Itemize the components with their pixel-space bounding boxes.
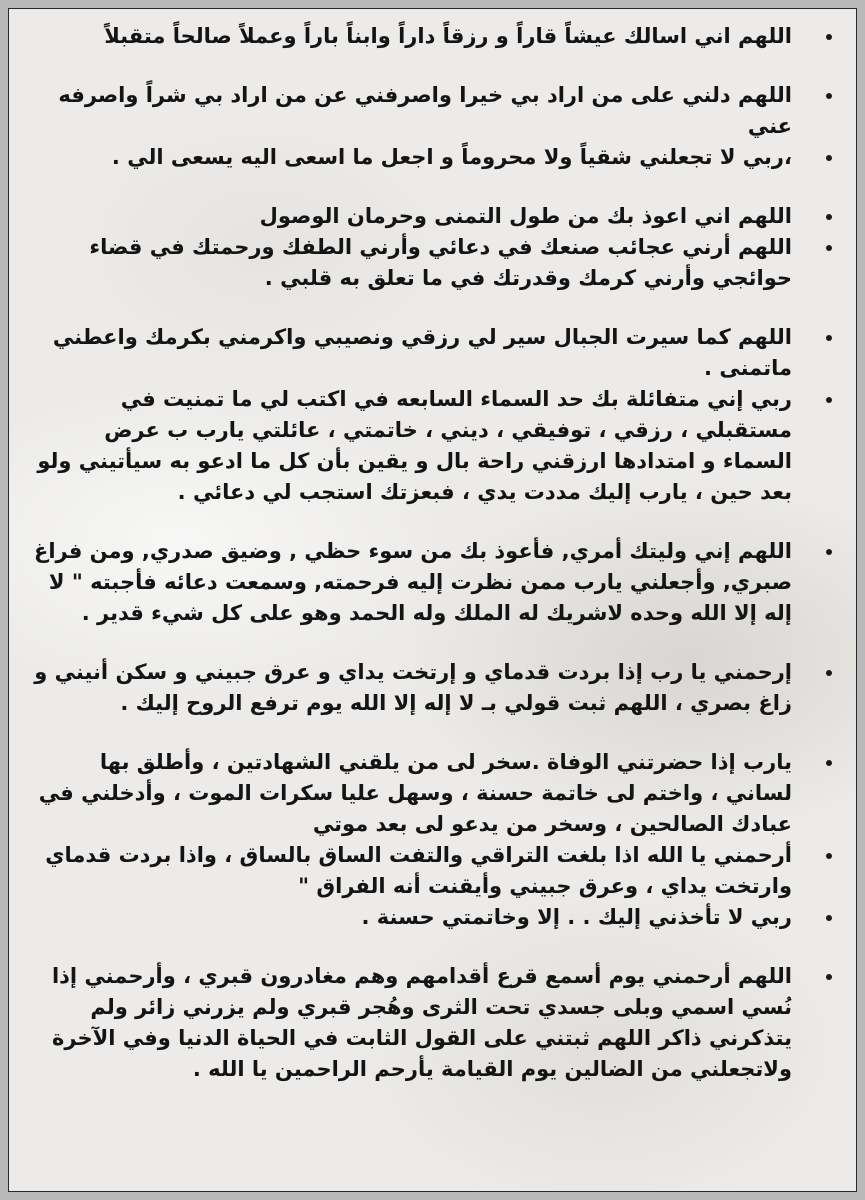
dua-list [9,9,856,1085]
list-item: ربي إني متفائلة بك حد السماء السابعه في اكتب لي ما تمنيت في مستقبلي ، رزقي ، توفيقي ، ديني ، خاتمتي ، عائلتي يارب ب عرض السماء و امتدادها ارزقني راحة بال و يقين بأن كل ما ادعو به سيأتيني ولو بعد حين ، يارب إليك مددت يدي ، فبعزتك استجب لي دعائي . [31,384,792,508]
list-item: اللهم كما سيرت الجبال سير لي رزقي ونصيبي واكرمني بكرمك واعطني ماتمنى . [31,322,792,384]
list-item: إرحمني يا رب إذا بردت قدماي و إرتخت يداي و عرق جبيني و سكن أنيني و زاغ بصري ، اللهم ثبت قولي بـ لا إله إلا الله يوم ترفع الروح إليك . [31,657,792,719]
list-item: اللهم اني اسالك عيشاً قاراً و رزقاً داراً وابناً باراً وعملاً صالحاً متقبلاً [31,21,792,52]
list-item: يارب إذا حضرتني الوفاة .سخر لى من يلقني الشهادتين ، وأطلق بها لساني ، واختم لى خاتمة حسنة ، وسهل عليا سكرات الموت ، وأدخلني في عبادك الصالحين ، وسخر من يدعو لى بعد موتي [31,747,792,840]
list-item: ربي لا تأخذني إليك . . إلا وخاتمتي حسنة . [31,902,792,933]
list-item: اللهم إني وليتك أمري, فأعوذ بك من سوء حظي , وضيق صدري, ومن فراغ صبري, وأجعلني يارب ممن نظرت إليه فرحمته, وسمعت دعائه فأجبته " لا إله إلا الله وحده لاشريك له الملك وله الحمد وهو على كل شيء قدير . [31,536,792,629]
document-page [8,8,857,1192]
list-item: اللهم دلني على من اراد بي خيرا واصرفني عن من اراد بي شراً واصرفه عني [31,80,792,142]
list-item: أرحمني يا الله اذا بلغت التراقي والتفت الساق بالساق ، واذا بردت قدماي وارتخت يداي ، وعرق جبيني وأيقنت أنه الفراق " [31,840,792,902]
list-item: اللهم أرني عجائب صنعك في دعائي وأرني الطفك ورحمتك في قضاء حوائجي وأرني كرمك وقدرتك في ما تعلق به قلبي . [31,232,792,294]
list-item: اللهم أرحمني يوم أسمع قرع أقدامهم وهم مغادرون قبري ، وأرحمني إذا نُسي اسمي وبلى جسدي تحت الثرى وهُجر قبري ولم يزرني زائر ولم يتذكرني ذاكر اللهم ثبتني على القول الثابت في الحياة الدنيا وفي الآخرة ولاتجعلني من الضالين يوم القيامة يأرحم الراحمين يا الله . [31,961,792,1085]
list-item: اللهم اني اعوذ بك من طول التمنى وحرمان الوصول [31,201,792,232]
list-item: ،ربي لا تجعلني شقياً ولا محروماً و اجعل ما اسعى اليه يسعى الي . [31,142,792,173]
